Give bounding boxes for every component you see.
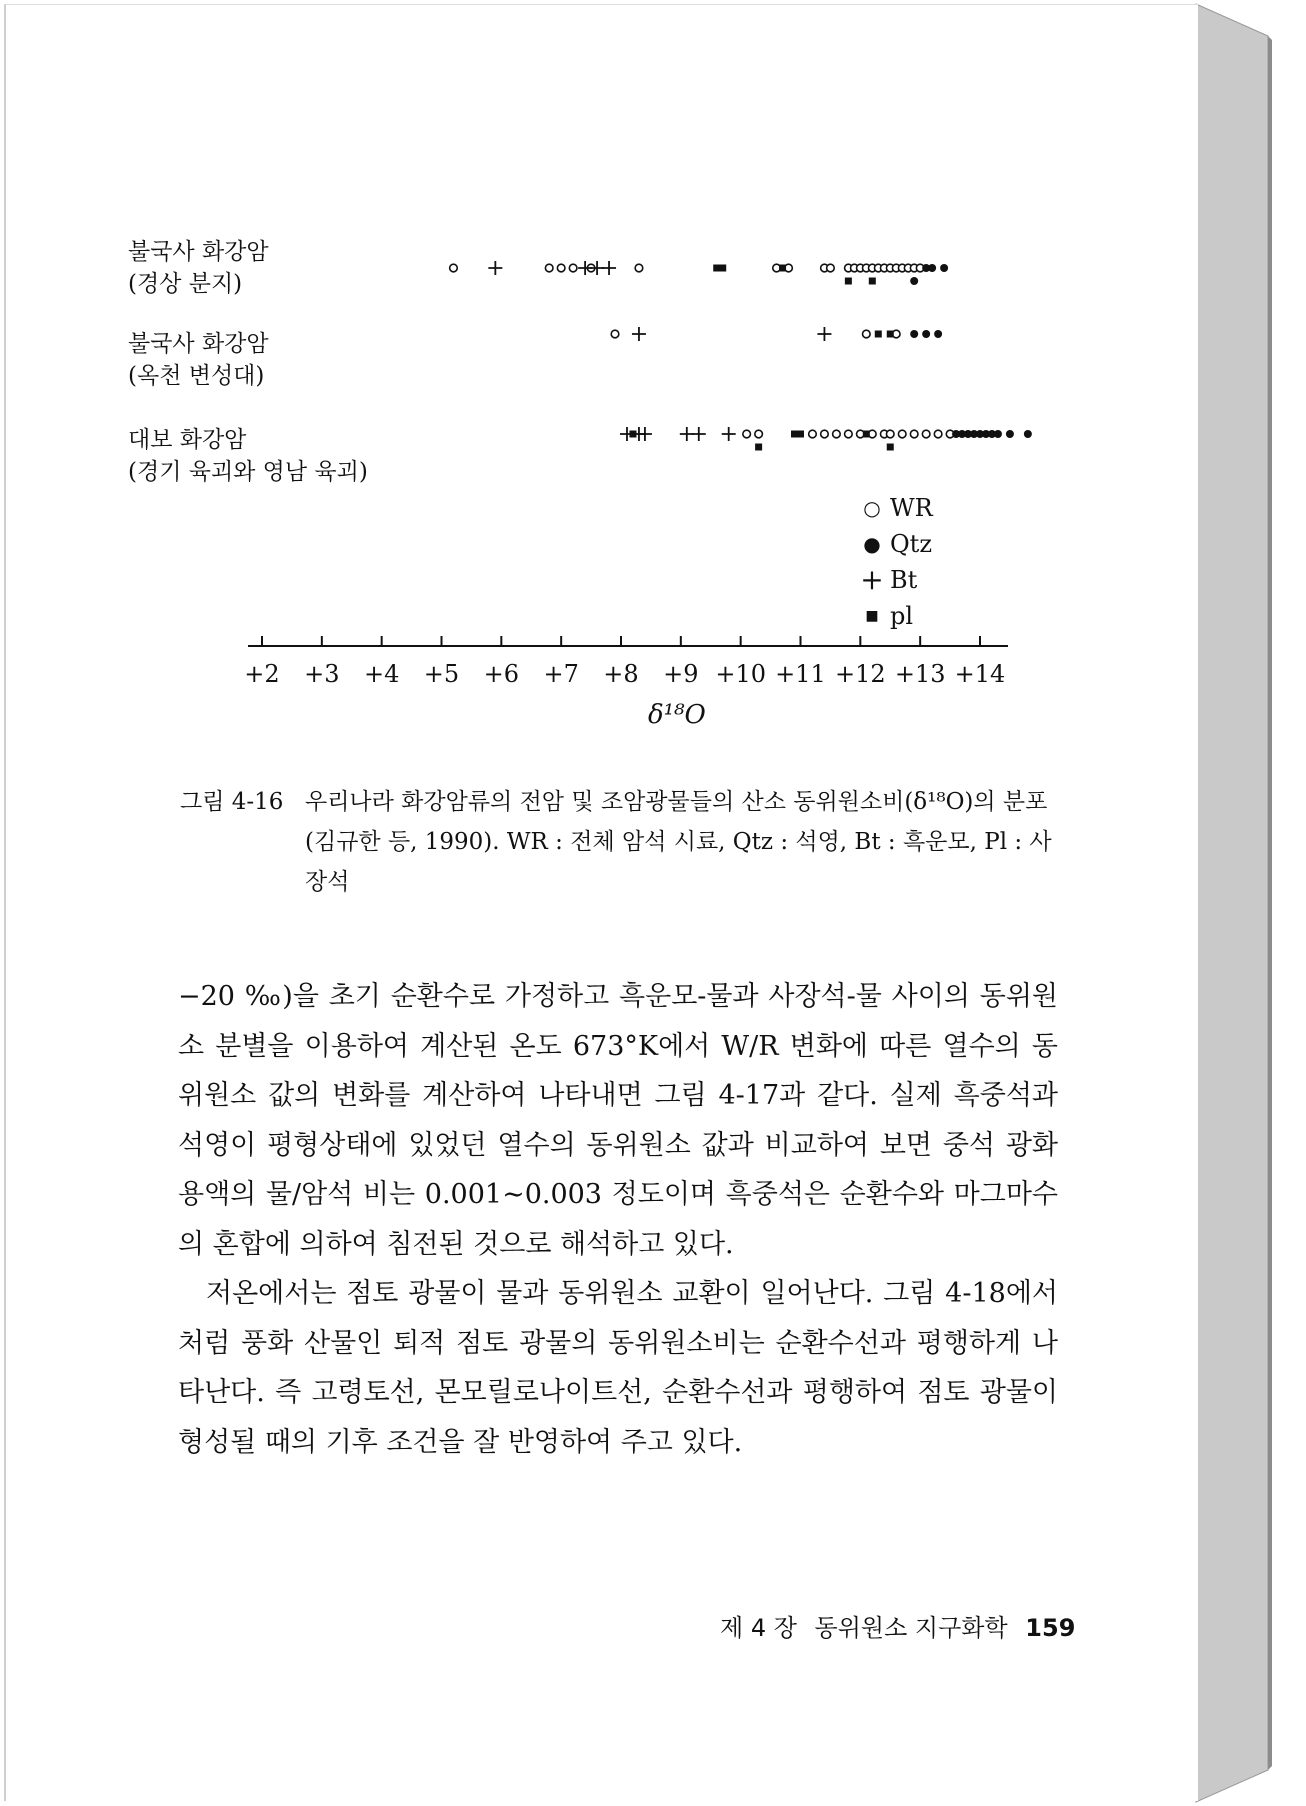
point-wr	[611, 330, 619, 338]
x-tick-label: +4	[363, 660, 400, 688]
point-wr	[833, 430, 841, 438]
x-tick-label: +6	[483, 660, 520, 688]
point-wr	[450, 264, 458, 272]
point-wr	[863, 330, 871, 338]
paragraph-2: 저온에서는 점토 광물이 물과 동위원소 교환이 일어난다. 그림 4-18에서처럼 풍화 산물인 퇴적 점토 광물의 동위원소비는 순환수선과 평행하게 나타난다. 즉 고령토선, 몬모릴로나이트선, 순환수선과 평행하여 점토 광물이 형성될 때의 기후 조건을 잘 반영하여 주고 있다.	[178, 1278, 1058, 1458]
point-qtz	[934, 330, 942, 338]
book-page: 불국사 화강암 (경상 분지) 불국사 화강암 (옥천 변성대) 대보 화강암 (경기 육괴와 영남 육괴) +2 +3 +4 +5 +6 +7 +8 +9 +10 +11 +12 +13 +14 δ¹⁸O ○ WR ● Qtz + Bt ■ pl 그림 4-16 우리나라 화강암류의 전암 및 조암광물들의 산소 동위원소비(δ¹⁸O)의 분포(김규한 등, 1990). WR : 전체 암석 시료, Qtz : 석영, Bt : 흑운모, Pl : 사장석 −20 ‰)을 초기 순환수로 가정하고 흑운모-물과 사장석-물 사이의 동위원소 분별을 이용하여 계산된 온도 673°K에서 W/R 변화에 따른 열수의 동위원소 값의 변화를 계산하여 나타내면 그림 4-17과 같다. 실제 흑중석과 석영이 평형상태에 있었던 열수의 동위원소 값과 비교하여 보면 중석 광화 용액의 물/암석 비는 0.001∼0.003 정도이며 흑중석은 순환수와 마그마수의 혼합에 의하여 침전된 것으로 해석하고 있다. 저온에서는 점토 광물이 물과 동위원소 교환이 일어난다. 그림 4-18에서처럼 풍화 산물인 퇴적 점토 광물의 동위원소비는 순환수선과 평행하게 나타난다. 즉 고령토선, 몬모릴로나이트선, 순환수선과 평행하여 점토 광물이 형성될 때의 기후 조건을 잘 반영하여 주고 있다. 제 4 장 동위원소 지구화학 159	[0, 0, 1306, 1806]
point-bt	[602, 261, 616, 275]
point-bt	[632, 327, 646, 341]
point-bt	[638, 427, 652, 441]
circle-filled-icon: ●	[863, 532, 881, 556]
x-tick-label: +9	[663, 660, 699, 688]
footer-title: 동위원소 지구화학	[814, 1614, 1008, 1642]
point-bt	[692, 427, 706, 441]
point-qtz	[1006, 430, 1014, 438]
delta18o-scatter-plot	[0, 0, 1306, 760]
x-tick-label: +14	[954, 660, 1006, 688]
point-qtz	[1024, 430, 1032, 438]
point-pl	[779, 265, 786, 272]
point-bt	[590, 261, 604, 275]
page-number: 159	[1025, 1614, 1076, 1642]
point-qtz	[994, 430, 1002, 438]
point-pl	[719, 265, 726, 272]
x-tick-label: +13	[894, 660, 946, 688]
x-tick-label: +8	[603, 660, 639, 688]
point-pl	[863, 431, 870, 438]
point-wr	[827, 264, 835, 272]
point-wr	[898, 430, 906, 438]
paragraph-1: −20 ‰)을 초기 순환수로 가정하고 흑운모-물과 사장석-물 사이의 동위원소 분별을 이용하여 계산된 온도 673°K에서 W/R 변화에 따른 열수의 동위원소 값의 변화를 계산하여 나타내면 그림 4-17과 같다. 실제 흑중석과 석영이 평형상태에 있었던 열수의 동위원소 값과 비교하여 보면 중석 광화 용액의 물/암석 비는 0.001∼0.003 정도이며 흑중석은 순환수와 마그마수의 혼합에 의하여 침전된 것으로 해석하고 있다.	[178, 981, 1058, 1260]
group-label-okcheon: 불국사 화강암 (옥천 변성대)	[128, 331, 269, 389]
point-wr	[886, 430, 894, 438]
point-pl	[875, 331, 882, 338]
point-bt	[488, 261, 502, 275]
caption-text: 우리나라 화강암류의 전암 및 조암광물들의 산소 동위원소비(δ¹⁸O)의 분포(김규한 등, 1990). WR : 전체 암석 시료, Qtz : 석영, Bt : 흑운모, Pl : 사장석	[305, 789, 1052, 895]
point-bt	[722, 427, 736, 441]
x-tick-label: +11	[775, 660, 826, 688]
x-tick-label: +2	[244, 660, 280, 688]
point-pl	[845, 278, 852, 285]
point-qtz	[922, 330, 930, 338]
point-bt	[680, 427, 694, 441]
point-pl	[887, 331, 894, 338]
body-text	[178, 972, 1058, 1467]
point-wr	[635, 264, 643, 272]
point-pl	[869, 278, 876, 285]
square-filled-icon: ■	[865, 608, 879, 624]
group-label-daebo: 대보 화강암 (경기 육괴와 영남 육괴)	[128, 427, 368, 485]
point-wr	[545, 264, 553, 272]
point-pl	[629, 431, 636, 438]
group-label-gyeongsang: 불국사 화강암 (경상 분지)	[128, 239, 269, 297]
point-wr	[755, 430, 763, 438]
point-wr	[934, 430, 942, 438]
x-tick-label: +3	[304, 660, 340, 688]
point-pl	[713, 265, 720, 272]
footer-chapter: 제 4 장	[720, 1614, 797, 1642]
point-wr	[743, 430, 751, 438]
point-pl	[755, 444, 762, 451]
point-wr	[922, 430, 930, 438]
point-qtz	[928, 264, 936, 272]
point-wr	[821, 430, 829, 438]
circle-open-icon: ○	[863, 496, 881, 520]
point-bt	[578, 261, 592, 275]
x-axis-title: δ¹⁸O	[648, 700, 706, 730]
point-qtz	[910, 330, 918, 338]
page-footer	[720, 1608, 1085, 1643]
point-wr	[557, 264, 565, 272]
point-bt	[817, 327, 831, 341]
plus-icon: +	[860, 563, 884, 596]
point-qtz	[910, 277, 918, 285]
point-wr	[845, 430, 853, 438]
point-pl	[887, 444, 894, 451]
point-pl	[797, 431, 804, 438]
point-wr	[910, 430, 918, 438]
point-pl	[791, 431, 798, 438]
x-tick-label: +10	[715, 660, 766, 688]
point-wr	[809, 430, 817, 438]
point-qtz	[940, 264, 948, 272]
point-wr	[569, 264, 577, 272]
x-tick-label: +7	[543, 660, 579, 688]
caption-label: 그림 4-16	[180, 789, 284, 815]
x-tick-label: +12	[835, 660, 886, 688]
x-tick-label: +5	[423, 660, 460, 688]
